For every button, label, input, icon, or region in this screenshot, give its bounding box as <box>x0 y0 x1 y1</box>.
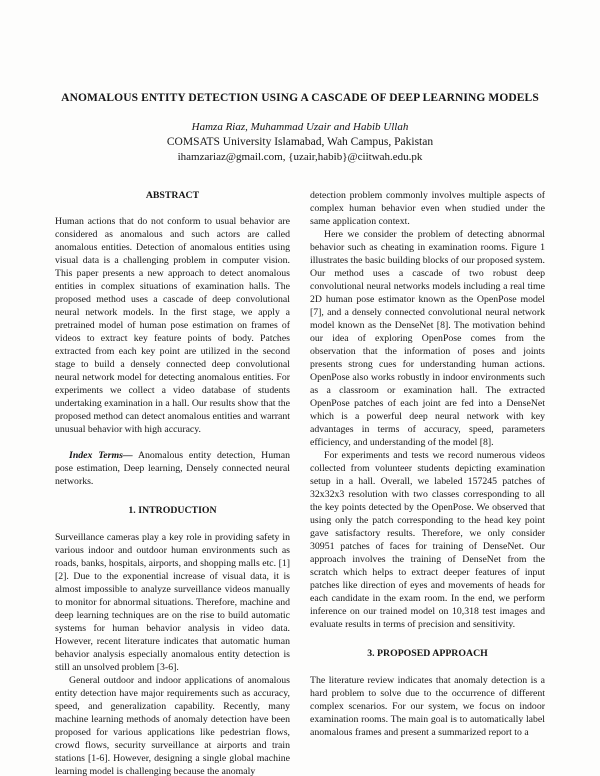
introduction-heading: 1. INTRODUCTION <box>128 505 217 516</box>
proposed-approach-heading: 3. PROPOSED APPROACH <box>367 648 488 659</box>
body-paragraph-2: Here we consider the problem of detecting abnormal behavior such as cheating in examination rooms. Figure 1 illustrates the basic building blocks of our proposed system. Our method uses a cascade of two robust deep convolutional neural networks models including a real time 2D human pose estimator known as the OpenPose model [7], and a densely connected convolutional neural network model known as the DenseNet [8]. The motivation behind our idea of exploring OpenPose comes from the observation that the information of poses and joints presents strong cues for understanding human actions. OpenPose also works robustly in indoor environments such as a classroom or examination hall. The extracted OpenPose patches of each joint are fed into a DenseNet which is a powerful deep neural network with key advantages in terms of accuracy, speed, parameters efficiency, and understanding of the model [8]. <box>310 229 545 448</box>
abstract-paragraph: Human actions that do not conform to usual behavior are considered as anomalous and such actors are called anomalous entities. Detection of anomalous entities using visual data is a challenging problem in computer vision. This paper presents a new approach to detect anomalous entities in complex situations of examination halls. The proposed method uses a cascade of deep convolutional neural network models. In the first stage, we apply a pretrained model of human pose estimation on frames of videos to extract key feature points of body. Patches extracted from each key point are utilized in the second stage to build a densely connected deep convolutional neural network model for detecting anomalous entities. For experiments we collect a video database of students undertaking examination in a hall. Our results show that the proposed method can detect anomalous entities and warrant unusual behavior with high accuracy. <box>55 216 290 435</box>
body-paragraph-3: For experiments and tests we record numerous videos collected from volunteer students depicting examination setup in a hall. Overall, we labeled 157245 patches of 32x32x3 resolution with two classes corresponding to all the key points detected by the OpenPose. We observed that using only the patch corresponding to the head key point gave satisfactory results. Therefore, we only consider 30951 patches of faces for training of DenseNet. Our approach involves the training of DenseNet from the scratch which helps to extract deeper features of input patches like direction of eyes and movements of heads for each candidate in the exam room. In the end, we perform inference on our trained model on 10,318 test images and evaluate results in terms of precision and sensitivity. <box>310 450 545 630</box>
index-terms-label: Index Terms— <box>69 450 133 461</box>
continuation-paragraph: detection problem commonly involves multiple aspects of complex human behavior even when studied under the same application context. <box>310 190 545 227</box>
paper-affiliation: COMSATS University Islamabad, Wah Campus, Pakistan <box>166 136 434 148</box>
index-terms-paragraph <box>55 449 290 488</box>
index-terms-text: Anomalous entity detection, Human pose estimation, Deep learning, Densely connected neural networks. <box>55 450 290 487</box>
right-column <box>310 189 545 776</box>
proposed-approach-paragraph: The literature review indicates that anomaly detection is a hard problem to solve due to the occurrence of different complex scenarios. For our system, we focus on indoor examination rooms. The main goal is to automatically label anomalous frames and present a summarized report to a <box>310 675 545 738</box>
left-column <box>55 189 290 776</box>
paper-email: ihamzariaz@gmail.com, {uzair,habib}@ciitwah.edu.pk <box>177 151 423 163</box>
two-column-body <box>55 189 545 776</box>
paper-authors: Hamza Riaz, Muhammad Uzair and Habib Ullah <box>191 121 409 133</box>
paper-title: ANOMALOUS ENTITY DETECTION USING A CASCADE OF DEEP LEARNING MODELS <box>61 92 539 104</box>
introduction-paragraph-1: Surveillance cameras play a key role in providing safety in various indoor and outdoor human environments such as roads, banks, hospitals, airports, and shopping malls etc. [1][2]. Due to the exponential increase of visual data, it is almost impossible to analyze surveillance videos manually to monitor for abnormal situations. Therefore, machine and deep learning techniques are on the rise to build automatic systems for human behavior analysis in video data. However, recent literature indicates that automatic human behavior analysis especially anomalous entity detection is still an unsolved problem [3-6]. <box>55 532 290 673</box>
abstract-heading: ABSTRACT <box>145 190 200 201</box>
introduction-paragraph-2: General outdoor and indoor applications of anomalous entity detection have major requirements such as accuracy, speed, and generalization capability. Recently, many machine learning methods of anomaly detection have been proposed for various applications like pedestrian flows, crowd flows, security surveillance at airports and train stations [1-6]. However, designing a single global machine learning model is challenging because the anomaly <box>55 675 290 776</box>
